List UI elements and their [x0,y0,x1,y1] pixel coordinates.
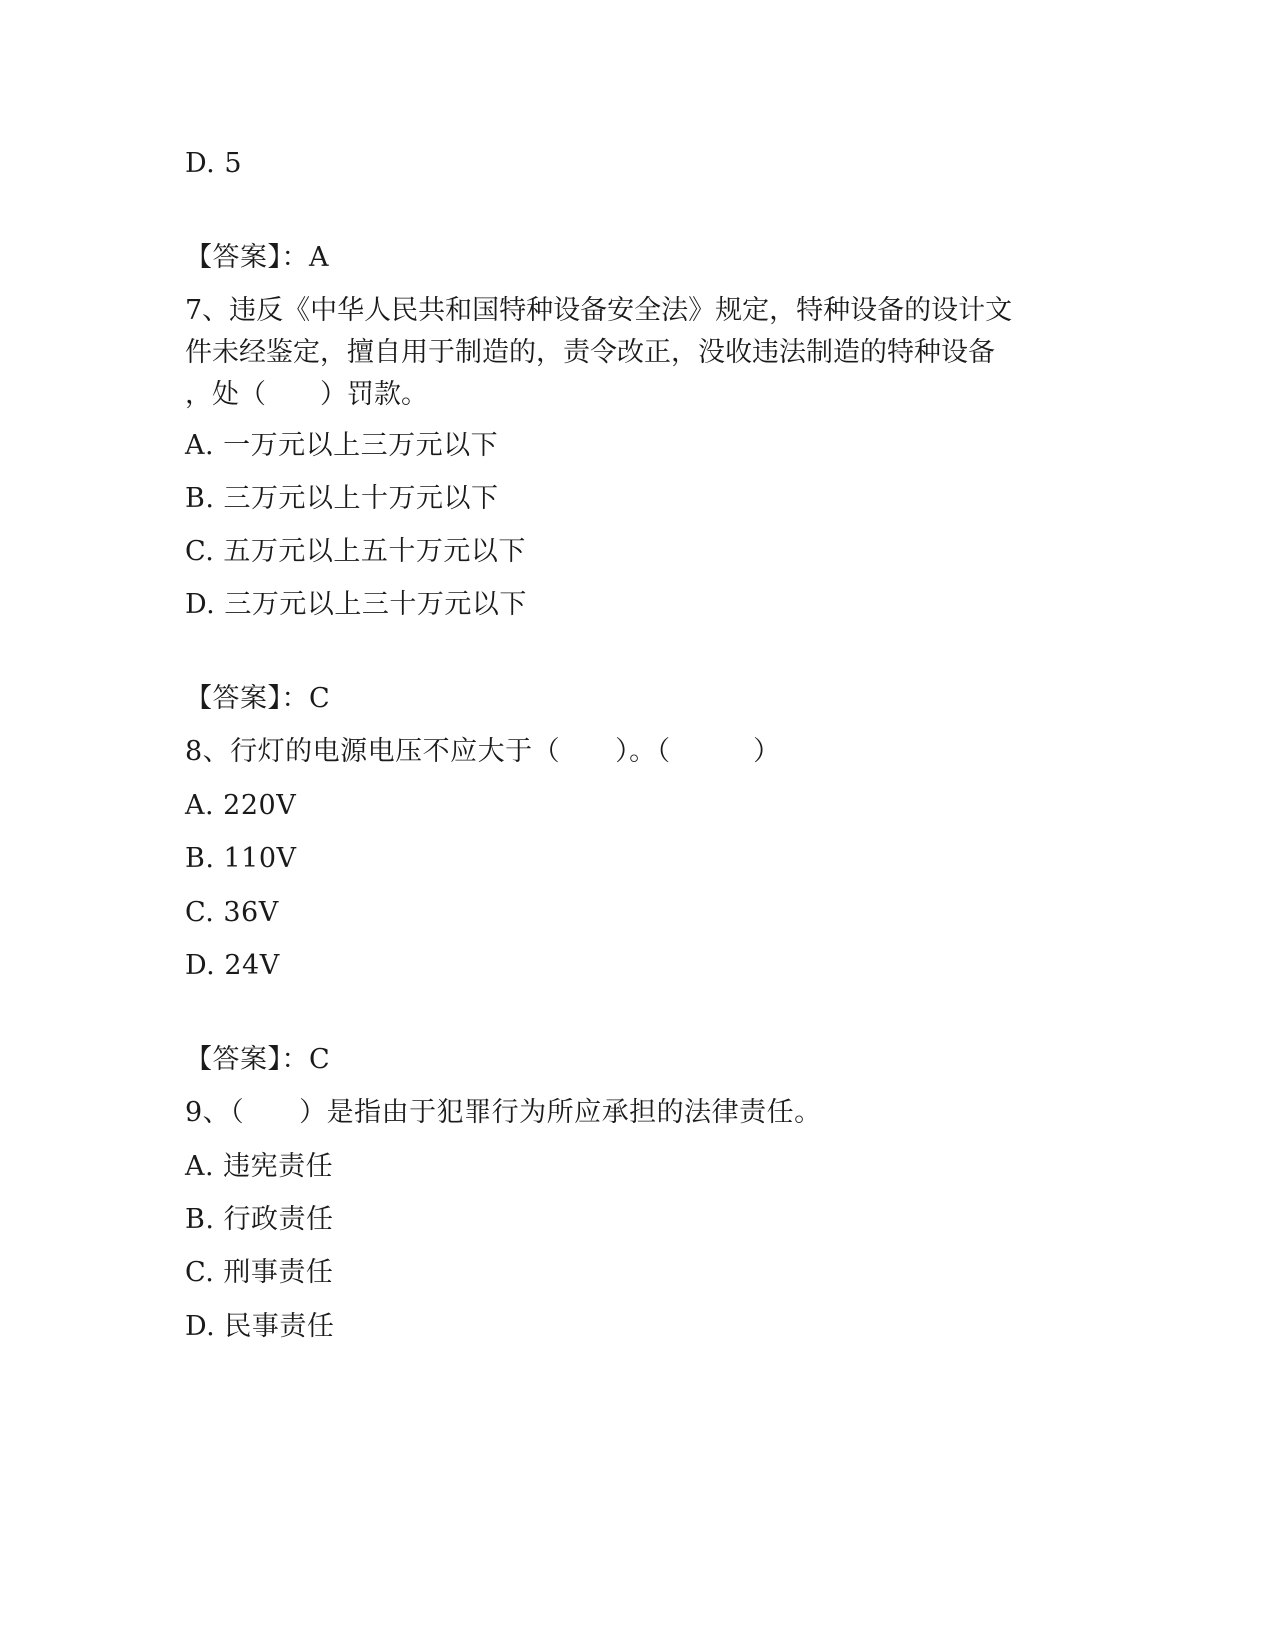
question-8-option-b: B. 110V [185,843,297,874]
answer-label-q8: 【答案】：C [185,1044,331,1075]
question-8-stem: 8、行灯的电源电压不应大于（ ）。（ ） [185,736,781,767]
question-8-option-c: C. 36V [185,897,279,928]
prev-question-option-d: D. 5 [185,148,243,179]
question-7-stem-line-3: ，处（ ）罚款。 [185,379,428,410]
question-9-option-b: B. 行政责任 [185,1204,334,1235]
question-9-stem: 9、（ ）是指由于犯罪行为所应承担的法律责任。 [185,1097,822,1128]
question-7-option-c: C. 五万元以上五十万元以下 [185,536,526,567]
question-8-option-a: A. 220V [185,790,297,821]
answer-label-q6: 【答案】：A [185,242,329,273]
question-9-option-a: A. 违宪责任 [185,1151,334,1182]
question-7-stem [185,290,1085,416]
question-7-stem-line-2: 件未经鉴定，擅自用于制造的，责令改正，没收违法制造的特种设备 [185,337,995,368]
question-8-option-d: D. 24V [185,950,280,981]
answer-label-q7: 【答案】：C [185,683,331,714]
question-9-option-d: D. 民事责任 [185,1311,335,1342]
question-9-option-c: C. 刑事责任 [185,1257,334,1288]
question-7-option-b: B. 三万元以上十万元以下 [185,483,499,514]
question-7-stem-line-1: 7、违反《中华人民共和国特种设备安全法》规定，特种设备的设计文 [185,295,1013,326]
question-7-option-a: A. 一万元以上三万元以下 [185,430,499,461]
question-7-option-d: D. 三万元以上三十万元以下 [185,589,527,620]
